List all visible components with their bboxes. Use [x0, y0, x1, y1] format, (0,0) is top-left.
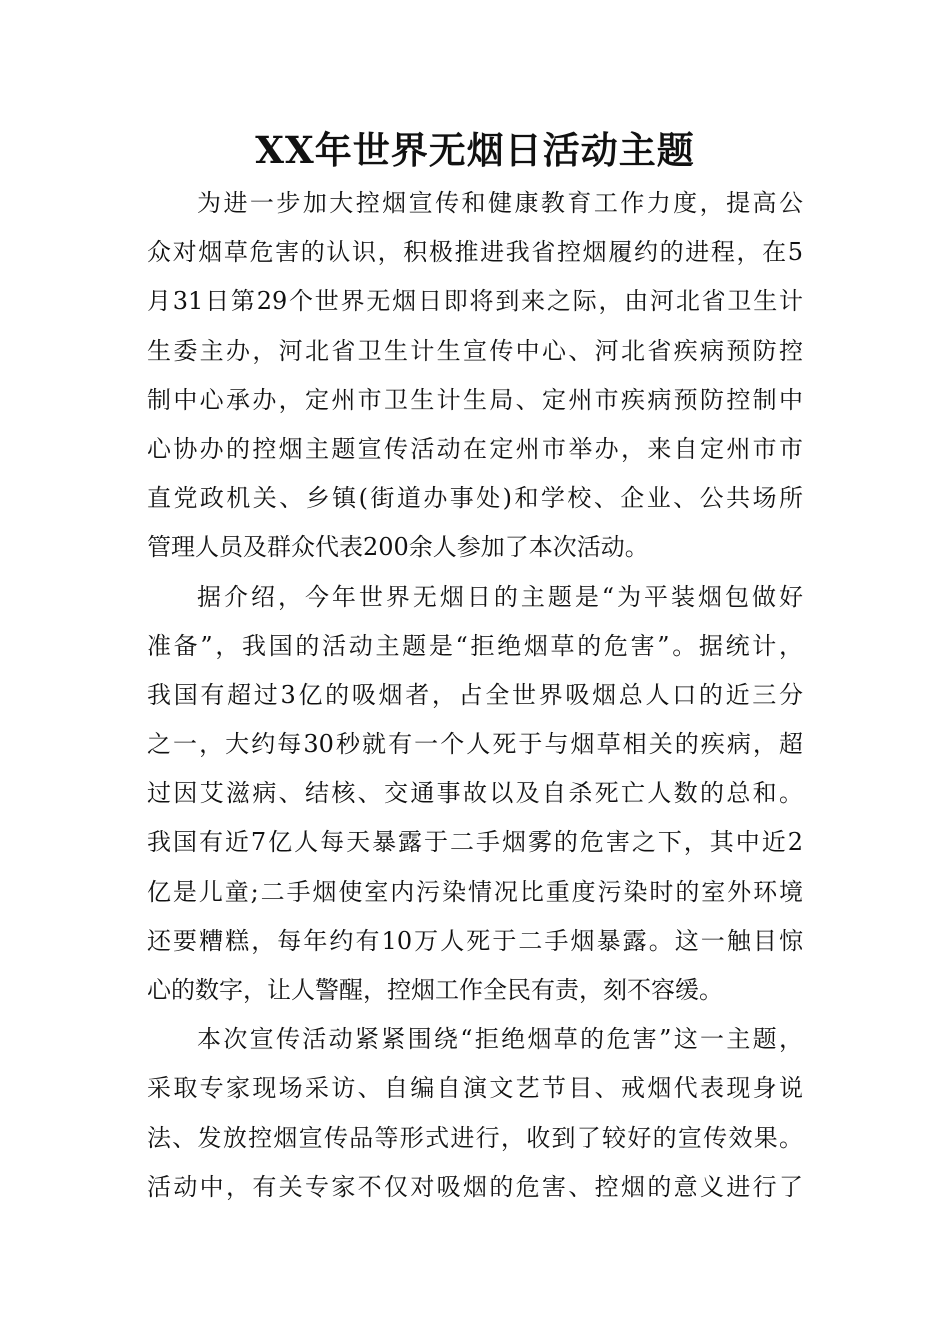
- text-line: 法、发放控烟宣传品等形式进行，收到了较好的宣传效果。: [147, 1123, 803, 1152]
- text-line: 本次宣传活动紧紧围绕“拒绝烟草的危害”这一主题，: [197, 1025, 803, 1054]
- text-line: 月31日第29个世界无烟日即将到来之际，由河北省卫生计: [147, 287, 803, 316]
- text-line: 之一，大约每30秒就有一个人死于与烟草相关的疾病，超: [147, 730, 803, 759]
- text-line: 生委主办，河北省卫生计生宣传中心、河北省疾病预防控: [147, 336, 803, 365]
- text-line: 准备”，我国的活动主题是“拒绝烟草的危害”。据统计，: [147, 631, 803, 660]
- text-line: 心协办的控烟主题宣传活动在定州市举办，来自定州市市: [147, 434, 803, 463]
- text-line: 活动中，有关专家不仅对吸烟的危害、控烟的意义进行了: [147, 1172, 803, 1201]
- paragraph-3: [147, 1015, 803, 1212]
- text-line: 直党政机关、乡镇(街道办事处)和学校、企业、公共场所: [147, 484, 803, 513]
- text-line: 管理人员及群众代表200余人参加了本次活动。: [147, 533, 649, 562]
- text-line: 我国有近7亿人每天暴露于二手烟雾的危害之下，其中近2: [147, 828, 803, 857]
- paragraph-1: [147, 179, 803, 573]
- text-line: 据介绍，今年世界无烟日的主题是“为平装烟包做好: [197, 582, 803, 611]
- text-line: 采取专家现场采访、自编自演文艺节目、戒烟代表现身说: [147, 1074, 803, 1103]
- text-line: 制中心承办，定州市卫生计生局、定州市疾病预防控制中: [147, 385, 803, 414]
- document-title: XX年世界无烟日活动主题: [255, 128, 695, 172]
- text-line: 心的数字，让人警醒，控烟工作全民有责，刻不容缓。: [147, 976, 723, 1004]
- text-line: 过因艾滋病、结核、交通事故以及自杀死亡人数的总和。: [147, 779, 803, 808]
- text-line: 为进一步加大控烟宣传和健康教育工作力度，提高公: [197, 189, 803, 217]
- document-body: [147, 179, 803, 1212]
- text-line: 众对烟草危害的认识，积极推进我省控烟履约的进程，在5: [147, 238, 803, 267]
- text-line: 我国有超过3亿的吸烟者，占全世界吸烟总人口的近三分: [147, 680, 803, 709]
- paragraph-2: [147, 573, 803, 1016]
- text-line: 还要糟糕，每年约有10万人死于二手烟暴露。这一触目惊: [147, 926, 803, 955]
- text-line: 亿是儿童;二手烟使室内污染情况比重度污染时的室外环境: [147, 877, 803, 906]
